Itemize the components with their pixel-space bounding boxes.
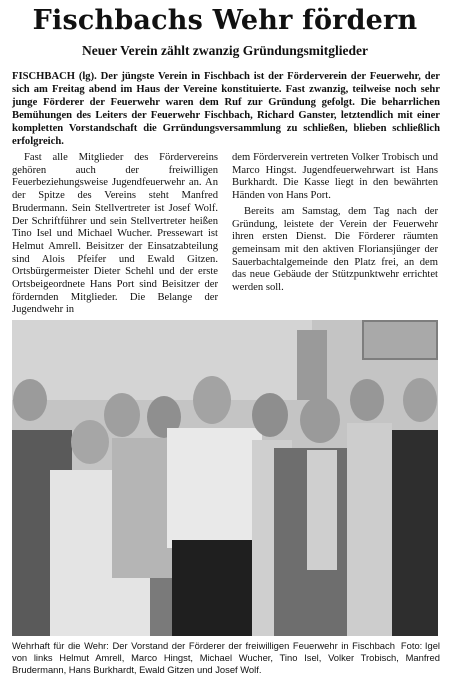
caption-text: Wehrhaft für die Wehr: Der Vorstand der Förderer der freiwilligen Feuerwehr in Fischbach von links Helmut Amrell, Marco Hingst, Michael Wucher, Tino Isel, Volker Trobisch, Manfred Brudermann, Hans Burkhardt, Ewald Gitzen und Josef Wolf. — [12, 640, 440, 675]
body-paragraph: Bereits am Samstag, dem Tag nach der Gründung, leistete der Verein der Feuerwehr ihren ersten Dienst. Die Förderer räumten gemeinsam mit den aktiven Floriansjünger der Sauerbachtalgemeinde den Platz frei, an dem das neue Gebäude der Stützpunktwehr errichtet werden soll. — [232, 205, 438, 294]
body-column-left — [12, 152, 218, 317]
body-column-right — [232, 152, 438, 295]
group-photo — [12, 320, 438, 636]
dateline: FISCHBACH (lg). — [12, 71, 97, 82]
lead-paragraph — [12, 70, 440, 148]
body-paragraph: Fast alle Mitglieder des Fördervereins gehören auch der freiwilligen Feuerbeziehungsweise Jugendfeuerwehr an. An der Spitze des Vereins steht Manfred Brudermann. Sein Stellvertreter ist Josef Wolf. Der Schriftführer und sein Stellvertreter heißen Tino Isel und Michael Wucher. Pressewart ist Helmut Amrell. Beisitzer der Einsatzabteilung sind Alois Pfeifer und Ewald Gitzen. Ortsbürgermeister Dieter Schehl und der erste Ortsbeigeordnete Hans Port sind Beisitzer der fördernden Mitglieder. Die Belange der Jugendwehr in — [12, 152, 218, 316]
subheadline: Neuer Verein zählt zwanzig Gründungsmitglieder — [82, 43, 368, 58]
lead-text: Der jüngste Verein in Fischbach ist der Förderverein der Feuerwehr, der sich am Freitag abend im Haus der Vereine konstituierte. Fast zwanzig, teilweise noch sehr junge Förderer der Feuerwehr waren dem Ruf zur Gründung gefolgt. Die beharrlichen Bemühungen des Leiters der Feuerwehr Fischbach, Richard Ganster, letztendlich mit einer kompletten Vorstandschaft die Grründungsversammlung zu schließen, blieben schließlich erfolgreich. — [12, 71, 441, 147]
headline: Fischbachs Wehr fördern — [32, 5, 418, 36]
group-photo-illustration — [12, 320, 438, 636]
photo-credit: Foto: Igel — [400, 640, 440, 651]
photo-caption — [12, 640, 440, 676]
body-paragraph: dem Förderverein vertreten Volker Trobisch und Marco Hingst. Jugendfeuerwehrwart ist Hans Burkhardt. Die Kasse liegt in den bewährten Händen von Hans Port. — [232, 152, 438, 202]
